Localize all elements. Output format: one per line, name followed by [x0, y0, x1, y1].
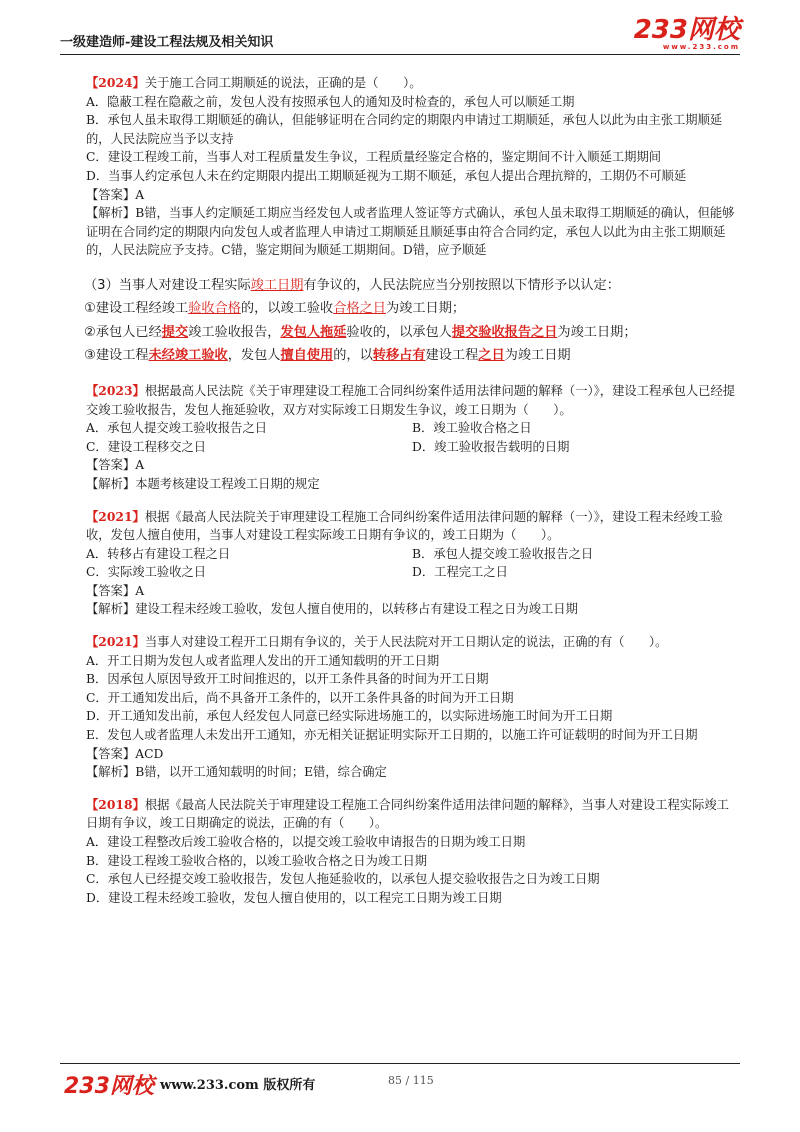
- year-tag: 【2024】: [86, 75, 145, 90]
- answer: 【答案】A: [86, 583, 145, 598]
- option-a: A．隐蔽工程在隐蔽之前，发包人没有按照承包人的通知及时检查的，承包人可以顺延工期: [86, 94, 575, 109]
- year-tag: 【2018】: [86, 796, 145, 812]
- option-c: C．建设工程竣工前，当事人对工程质量发生争议，工程质量经鉴定合格的，鉴定期间不计入顺延工期期间: [86, 150, 662, 165]
- question-2021-b: [62, 633, 738, 782]
- options-grid: [62, 545, 738, 582]
- year-tag: 【2021】: [86, 508, 145, 524]
- brand-logo: [634, 17, 740, 51]
- page-content: [62, 74, 738, 907]
- option-d: D．竣工验收报告载明的日期: [412, 439, 570, 454]
- analysis: 【解析】B错，当事人约定顺延工期应当经发包人或者监理人签证等方式确认，承包人虽未取得工期顺延的确认，但能够证明在合同约定的期限内向发包人或者监理人申请过工期顺延且顺延事由符合合同约定，承包人以此为由主张工期顺延的，人民法院应予支持。C错，鉴定期间为顺延工期期间。D错，应予顺延: [86, 206, 735, 258]
- analysis: 【解析】本题考核建设工程竣工日期的规定: [86, 476, 320, 491]
- copyright-text: www.233.com 版权所有: [160, 1078, 316, 1093]
- question-stem: 【2024】关于施工合同工期顺延的说法，正确的是（ ）。: [86, 75, 422, 90]
- option-d: D．工程完工之日: [412, 565, 508, 580]
- option-a: A．开工日期为发包人或者监理人发出的开工通知载明的开工日期: [86, 653, 440, 668]
- year-tag: 【2021】: [86, 634, 145, 650]
- question-2024: [62, 74, 738, 260]
- rule-item-3: ③建设工程未经竣工验收，发包人擅自使用的，以转移占有建设工程之日为竣工日期: [84, 348, 571, 364]
- rule-item-2: ②承包人已经提交竣工验收报告，发包人拖延验收的，以承包人提交验收报告之日为竣工日期；: [84, 324, 637, 340]
- answer: 【答案】ACD: [86, 746, 164, 761]
- rule-item-1: ①建设工程经竣工验收合格的，以竣工验收合格之日为竣工日期；: [84, 301, 466, 317]
- question-2023: [62, 382, 738, 494]
- question-2021-a: [62, 508, 738, 620]
- answer: 【答案】A: [86, 458, 145, 473]
- question-stem: 【2023】根据最高人民法院《关于审理建设工程施工合同纠纷案件适用法律问题的解释（一）》，建设工程承包人已经提交竣工验收报告，发包人拖延验收，双方对实际竣工日期发生争议，竣工日期为（ ）。: [86, 382, 736, 417]
- page-number: 85 / 115: [388, 1074, 434, 1087]
- rule-section: [62, 274, 738, 368]
- option-a: A．建设工程整改后竣工验收合格的，以提交竣工验收申请报告的日期为竣工日期: [86, 835, 526, 849]
- answer: 【答案】A: [86, 187, 145, 202]
- options-grid: [62, 419, 738, 456]
- document-title: 一级建造师-建设工程法规及相关知识: [60, 35, 274, 50]
- year-tag: 【2023】: [86, 382, 145, 398]
- option-b: B．承包人提交竣工验收报告之日: [412, 546, 594, 561]
- question-stem: 【2021】根据《最高人民法院关于审理建设工程施工合同纠纷案件适用法律问题的解释（一）》，建设工程未经竣工验收，发包人擅自使用，当事人对建设工程实际竣工日期有争议的，竣工日期为（ ）。: [86, 508, 723, 543]
- question-2018: [62, 796, 738, 908]
- option-c: C．实际竣工验收之日: [86, 565, 207, 580]
- page-footer: [60, 1063, 740, 1099]
- option-a: A．转移占有建设工程之日: [86, 546, 231, 561]
- analysis: 【解析】B错，以开工通知载明的时间；E错，综合确定: [86, 765, 387, 780]
- option-c: C．建设工程移交之日: [86, 439, 207, 454]
- option-a: A．承包人提交竣工验收报告之日: [86, 421, 268, 436]
- option-d: D．开工通知发出前，承包人经发包人同意已经实际进场施工的，以实际进场施工时间为开工日期: [86, 709, 613, 724]
- footer-logo: 233网校: [64, 1074, 154, 1099]
- option-d: D．当事人约定承包人未在约定期限内提出工期顺延视为工期不顺延，承包人提出合理抗辩的，工期仍不可顺延: [86, 168, 687, 183]
- question-stem: 【2018】根据《最高人民法院关于审理建设工程施工合同纠纷案件适用法律问题的解释》，当事人对建设工程实际竣工日期有争议，竣工日期确定的说法，正确的有（ ）。: [86, 796, 729, 831]
- option-b: B．承包人虽未取得工期顺延的确认，但能够证明在合同约定的期限内申请过工期顺延，承包人以此为由主张工期顺延的，人民法院应当予以支持: [86, 113, 723, 146]
- option-c: C．开工通知发出后，尚不具备开工条件的，以开工条件具备的时间为开工日期: [86, 690, 514, 705]
- question-stem: 【2021】当事人对建设工程开工日期有争议的，关于人民法院对开工日期认定的说法，正确的有（ ）。: [86, 634, 668, 650]
- brand-logo-text: 233网校: [633, 15, 740, 45]
- option-d: D．建设工程未经竣工验收，发包人擅自使用的，以工程完工日期为竣工日期: [86, 890, 502, 905]
- brand-logo-url: www.233.com: [662, 43, 740, 51]
- option-b: B．竣工验收合格之日: [412, 421, 532, 436]
- analysis: 【解析】建设工程未经竣工验收，发包人擅自使用的，以转移占有建设工程之日为竣工日期: [86, 602, 578, 617]
- page-header: [60, 15, 740, 55]
- rule-intro: （3）当事人对建设工程实际竣工日期有争议的，人民法院应当分别按照以下情形予以认定：: [84, 277, 620, 293]
- option-b: B．因承包人原因导致开工时间推迟的，以开工条件具备的时间为开工日期: [86, 672, 489, 687]
- option-c: C．承包人已经提交竣工验收报告，发包人拖延验收的，以承包人提交验收报告之日为竣工日期: [86, 872, 600, 887]
- option-b: B．建设工程竣工验收合格的，以竣工验收合格之日为竣工日期: [86, 853, 428, 868]
- option-e: E．发包人或者监理人未发出开工通知，亦无相关证据证明实际开工日期的，以施工许可证载明的时间为开工日期: [86, 728, 698, 743]
